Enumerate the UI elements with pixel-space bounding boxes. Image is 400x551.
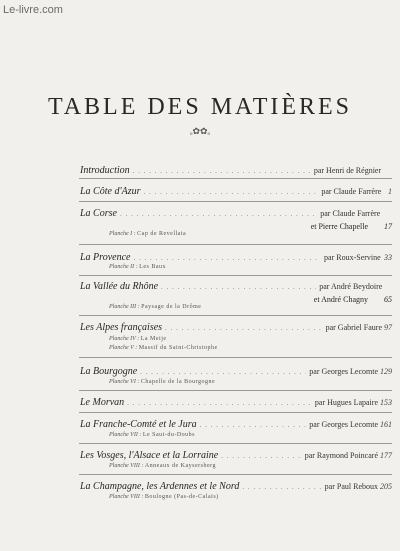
divider — [79, 201, 392, 202]
toc-entry — [80, 481, 392, 494]
plate-description: Anneaux de Kaysersberg — [144, 463, 217, 469]
page-number: 177 — [380, 451, 392, 460]
chapter-author: par Paul Reboux — [324, 482, 378, 491]
plate-description: Massif du Saint-Christophe — [138, 345, 218, 351]
toc-entry — [80, 165, 392, 178]
plate-description: Paysage de la Drôme — [141, 304, 202, 310]
plate-label: Planche VIII : — [109, 494, 144, 500]
chapter-author: par Hugues Lapaire — [314, 398, 378, 407]
chapter-author: par Claude Farrère — [321, 187, 382, 196]
chapter-title: La Côte d'Azur — [80, 186, 141, 197]
plate-description: La Meije — [140, 336, 167, 342]
page-number: 97 — [384, 323, 392, 332]
plate-description: Cap de Revellata — [137, 231, 187, 237]
chapter-title: Les Vosges, l'Alsace et la Lorraine — [80, 450, 219, 461]
plate-label: Planche VI : — [109, 379, 140, 385]
plate-description: Les Baux — [139, 264, 166, 270]
plate-description: Le Saut-du-Doubs — [142, 432, 195, 438]
toc-entry — [80, 450, 392, 463]
plate-description: Boulogne (Pas-de-Calais) — [144, 494, 219, 500]
dot-leader — [140, 368, 306, 376]
divider — [79, 275, 392, 276]
divider — [79, 315, 392, 316]
toc-entry — [80, 208, 392, 221]
plate-label: Planche VII : — [109, 432, 142, 438]
plate-description: Chapelle de la Bourgogne — [140, 379, 216, 385]
dot-leader — [221, 452, 301, 460]
plate-label: Planche IV : — [109, 336, 140, 342]
plate-caption — [109, 494, 219, 500]
dot-leader — [133, 254, 321, 262]
page-number: 33 — [384, 253, 392, 262]
divider — [79, 412, 392, 413]
divider — [79, 443, 392, 444]
dot-leader — [165, 324, 323, 332]
page-number: 17 — [384, 222, 392, 231]
chapter-author: par Henri de Régnier — [313, 166, 382, 175]
chapter-title: Les Alpes françaises — [80, 322, 163, 333]
plate-caption — [109, 463, 216, 469]
dot-leader — [133, 167, 311, 175]
divider — [79, 357, 392, 358]
page-number: 1 — [388, 187, 392, 196]
chapter-author: par Claude Farrère — [320, 209, 381, 218]
page-number: 153 — [380, 398, 392, 407]
chapter-title: Le Morvan — [80, 397, 125, 408]
chapter-author: par André Beydoire — [319, 282, 383, 291]
chapter-author: par Georges Lecomte — [309, 367, 378, 376]
dot-leader — [120, 210, 317, 218]
plate-caption — [109, 379, 215, 385]
divider — [79, 178, 392, 179]
chapter-title: La Franche-Comté et le Jura — [80, 419, 197, 430]
chapter-title: La Bourgogne — [80, 366, 138, 377]
dot-leader — [242, 483, 321, 491]
divider — [79, 390, 392, 391]
toc-entry — [80, 397, 392, 410]
plate-caption — [109, 432, 195, 438]
watermark: Le-livre.com — [3, 4, 63, 16]
toc-entry — [80, 281, 392, 294]
divider — [79, 474, 392, 475]
divider — [79, 244, 392, 245]
plate-label: Planche III : — [109, 304, 140, 310]
dot-leader — [161, 283, 316, 291]
chapter-title: La Corse — [80, 208, 117, 219]
chapter-title: La Champagne, les Ardennes et le Nord — [80, 481, 240, 492]
plate-caption — [109, 336, 167, 342]
toc-entry — [80, 322, 392, 335]
plate-label: Planche V : — [109, 345, 138, 351]
plate-label: Planche VIII : — [109, 463, 144, 469]
plate-label: Planche I : — [109, 231, 136, 237]
page-number: 65 — [384, 295, 392, 304]
chapter-author: par Georges Lecomte — [309, 420, 378, 429]
plate-caption — [109, 264, 166, 270]
plate-caption — [109, 304, 201, 310]
chapter-title: Introduction — [80, 165, 130, 176]
toc-entry — [80, 186, 392, 199]
chapter-title: La Provence — [80, 252, 131, 263]
page-title: TABLE DES MATIÈRES — [47, 94, 353, 120]
toc-entry — [80, 366, 392, 379]
plate-caption — [109, 231, 186, 237]
plate-label: Planche II : — [109, 264, 138, 270]
chapter-author: par Raymond Poincaré — [304, 451, 378, 460]
dot-leader — [200, 421, 307, 429]
chapter-coauthor: et André Chagny — [313, 295, 368, 304]
page-number: 129 — [380, 367, 392, 376]
dot-leader — [127, 399, 312, 407]
plate-caption — [109, 345, 218, 351]
chapter-author: par Gabriel Faure — [325, 323, 382, 332]
page-number: 161 — [380, 420, 392, 429]
chapter-coauthor: et Pierre Chapelle — [310, 222, 368, 231]
page-number: 205 — [380, 482, 392, 491]
chapter-author: par Roux-Servine — [324, 253, 381, 262]
toc-entry — [80, 419, 392, 432]
dot-leader — [143, 188, 318, 196]
chapter-title: La Vallée du Rhône — [80, 281, 159, 292]
ornament: ₒ✿✿ₒ — [189, 126, 211, 136]
